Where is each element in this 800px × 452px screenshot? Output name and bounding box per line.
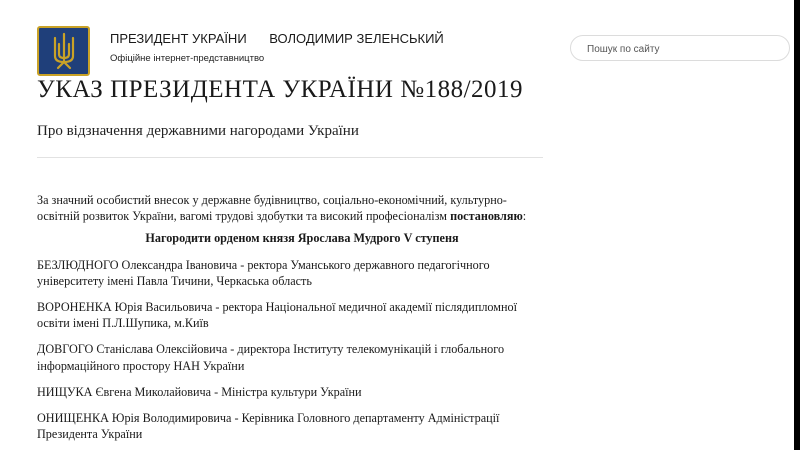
search-input[interactable] <box>585 36 779 62</box>
window-edge <box>794 0 800 450</box>
nav-link-zelensky[interactable]: ВОЛОДИМИР ЗЕЛЕНСЬКИЙ <box>269 31 444 46</box>
president-logo[interactable] <box>37 26 90 76</box>
trident-icon <box>49 32 79 70</box>
intro-paragraph <box>37 192 547 224</box>
person-entry: ВОРОНЕНКА Юрія Васильовича - ректора Національної медичної академії післядипломної освіти імені П.Л.Шупика, м.Київ <box>37 300 517 331</box>
intro-text: За значний особистий внесок у державне будівництво, соціально-економічний, культурно-освітній розвиток України, вагомі трудові здобутки та високий професіоналізм <box>37 193 507 224</box>
intro-end: : <box>522 209 527 224</box>
award-heading: Нагородити орденом князя Ярослава Мудрого V ступеня <box>145 231 459 246</box>
intro-keyword: постановляю <box>450 209 523 224</box>
person-entry: ДОВГОГО Станіслава Олексійовича - директора Інституту телекомунікацій і глобального інформаційного простору НАН України <box>37 342 505 373</box>
decree-subject: Про відзначення державними нагородами України <box>37 123 359 139</box>
person-entry: ОНИЩЕНКА Юрія Володимировича - Керівника Головного департаменту Адміністрації Президента України <box>37 411 500 442</box>
decree-body <box>37 192 547 452</box>
nav-link-president[interactable]: ПРЕЗИДЕНТ УКРАЇНИ <box>110 31 247 46</box>
person-entry: НИЩУКА Євгена Миколайовича - Міністра культури України <box>37 384 362 399</box>
page-title: УКАЗ ПРЕЗИДЕНТА УКРАЇНИ №188/2019 <box>37 76 524 103</box>
site-subtitle: Офіційне інтернет-представництво <box>110 53 265 64</box>
search-box[interactable] <box>570 35 790 61</box>
divider <box>37 157 543 158</box>
top-nav <box>110 31 463 46</box>
person-entry: БЕЗЛЮДНОГО Олександра Івановича - ректора Уманського державного педагогічного університету імені Павла Тичини, Черкаська область <box>37 257 490 288</box>
